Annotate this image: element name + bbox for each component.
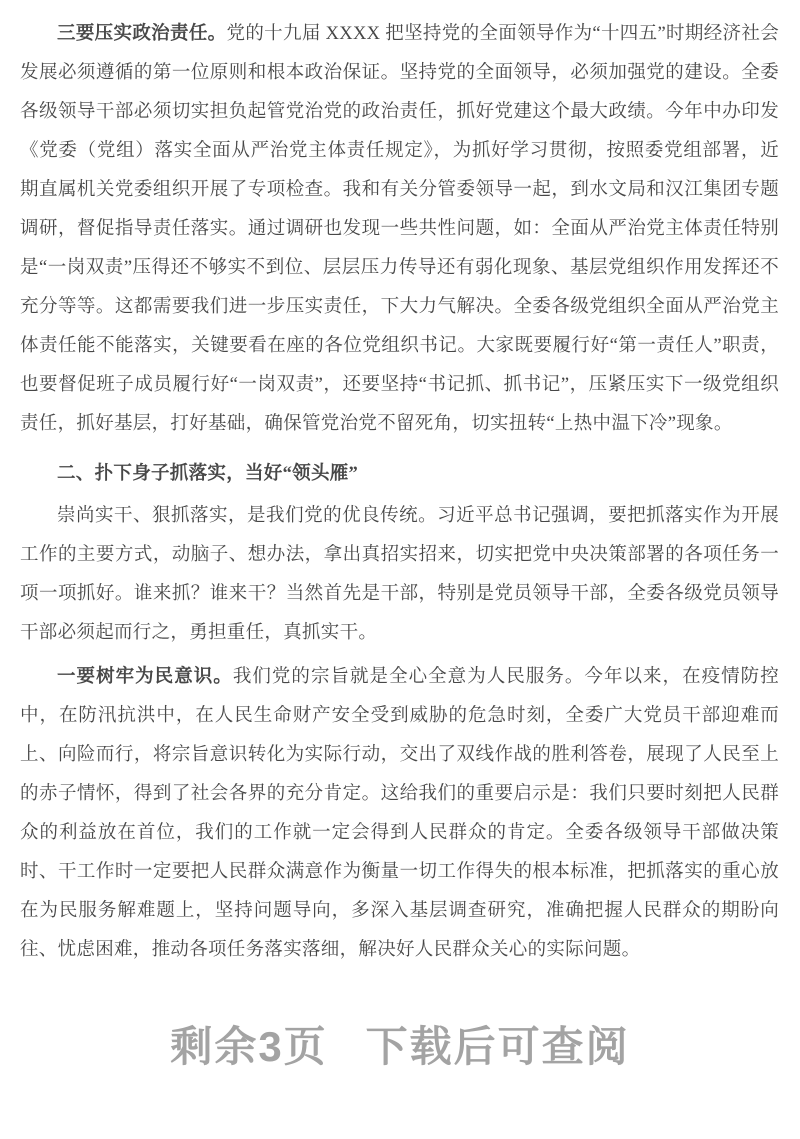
pages-remaining-label: 剩余3页 [170, 1023, 328, 1070]
paywall-notice [0, 1024, 800, 1070]
download-hint-label: 下载后可查阅 [365, 1023, 630, 1070]
paragraph-body-text: 崇尚实干、狠抓落实，是我们党的优良传统。习近平总书记强调，要把抓落实作为开展工作的主要方式，动脑子、想办法，拿出真招实招来，切实把党中央决策部署的各项任务一项一项抓好。谁来抓？谁来干？当然首先是干部，特别是党员领导干部，全委各级党员领导干部必须起而行之，勇担重任，真抓实干。 [20, 506, 779, 643]
paragraph-body-text: 党的十九届 XXXX 把坚持党的全面领导作为“十四五”时期经济社会发展必须遵循的第一位原则和根本政治保证。坚持党的全面领导，必须加强党的建设。全委各级领导干部必须切实担负起管党治党的政治责任，抓好党建这个最大政绩。今年中办印发《党委（党组）落实全面从严治党主体责任规定》，为抓好学习贯彻，按照委党组部署，近期直属机关党委组织开展了专项检查。我和有关分管委领导一起，到水文局和汉江集团专题调研，督促指导责任落实。通过调研也发现一些共性问题，如：全面从严治党主体责任特别是“一岗双责”压得还不够实不到位、层层压力传导还有弱化现象、基层党组织作用发挥还不充分等等。这都需要我们进一步压实责任，下大力气解决。全委各级党组织全面从严治党主体责任能不能落实，关键要看在座的各位党组织书记。大家既要履行好“第一责任人”职责，也要督促班子成员履行好“一岗双责”，还要坚持“书记抓、抓书记”，压紧压实下一级党组织责任，抓好基层，打好基础，确保管党治党不留死角，切实扭转“上热中温下冷”现象。 [20, 24, 779, 434]
paragraph-political-responsibility [20, 15, 779, 444]
paragraph-implementation [20, 497, 779, 653]
paragraph-lead-bold: 一要树牢为民意识。 [57, 667, 233, 687]
paragraph-body-text: 我们党的宗旨就是全心全意为人民服务。今年以来，在疫情防控中，在防汛抗洪中，在人民生命财产安全受到威胁的危急时刻，全委广大党员干部迎难而上、向险而行，将宗旨意识转化为实际行动，交出了双线作战的胜利答卷，展现了人民至上的赤子情怀，得到了社会各界的充分肯定。这给我们的重要启示是：我们只要时刻把人民群众的利益放在首位，我们的工作就一定会得到人民群众的肯定。全委各级领导干部做决策时、干工作时一定要把人民群众满意作为衡量一切工作得失的根本标准，把抓落实的重心放在为民服务解难题上，坚持问题导向，多深入基层调查研究，准确把握人民群众的期盼向往、忧虑困难，推动各项任务落实落细，解决好人民群众关心的实际问题。 [20, 667, 780, 960]
paragraph-lead-bold: 三要压实政治责任。 [57, 24, 227, 44]
paragraph-serve-people [20, 658, 779, 970]
section-heading-two: 二、扑下身子抓落实，当好“领头雁” [57, 464, 359, 484]
